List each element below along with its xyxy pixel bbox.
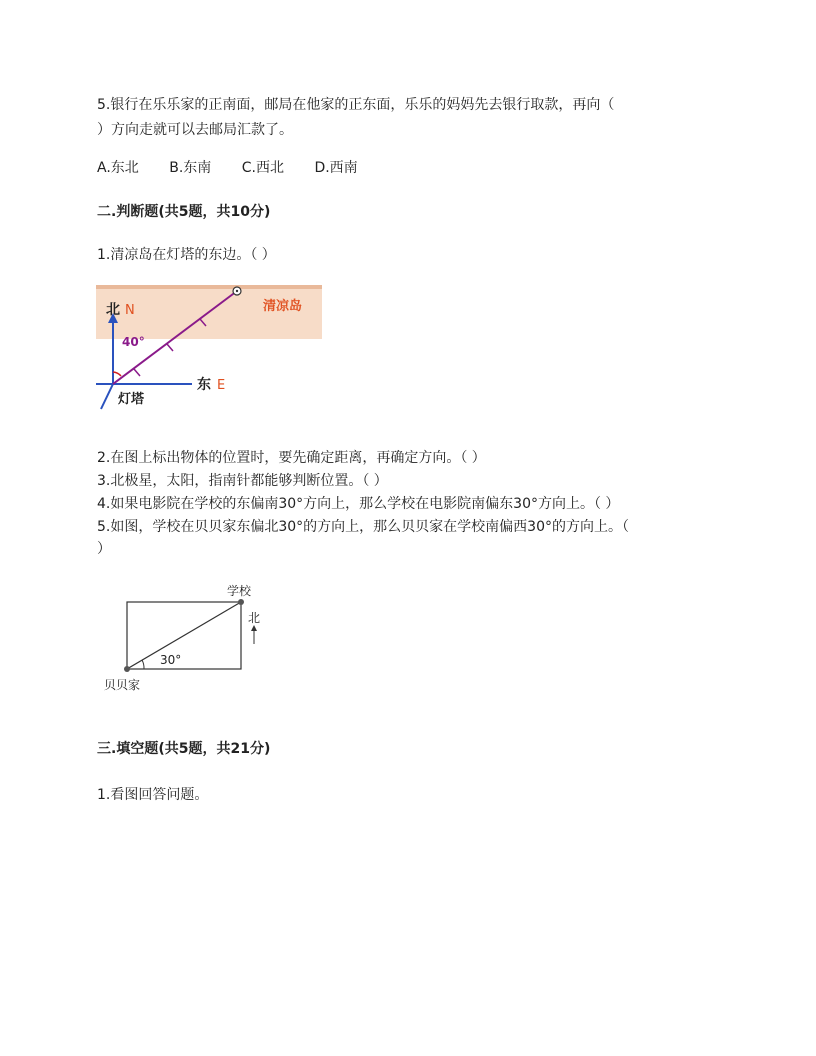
east-label: 东 xyxy=(197,377,211,393)
section-3-title: 三.填空题(共5题，共21分) xyxy=(97,741,271,757)
north-letter: N xyxy=(125,303,135,318)
school-figure xyxy=(100,578,280,698)
question-5-options xyxy=(97,158,384,178)
north-label: 北 xyxy=(248,611,261,625)
fill-question-1: 1.看图回答问题。 xyxy=(97,787,209,803)
judge-question-5-line-1: 5.如图，学校在贝贝家东偏北30°的方向上，那么贝贝家在学校南偏西30°的方向上。（ xyxy=(97,519,629,535)
question-5-line-2: ）方向走就可以去邮局汇款了。 xyxy=(97,122,293,138)
diagonal-line xyxy=(127,602,241,669)
school-point xyxy=(238,599,244,605)
question-5-line-1: 5.银行在乐乐家的正南面，邮局在他家的正东面，乐乐的妈妈先去银行取款，再向（ xyxy=(97,97,615,113)
judge-question-2: 2.在图上标出物体的位置时，要先确定距离，再确定方向。（ ） xyxy=(97,450,486,466)
judge-question-5-line-2: ） xyxy=(97,541,111,557)
island-label: 清凉岛 xyxy=(263,299,303,314)
option-a: A.东北 xyxy=(97,160,139,176)
option-c: C.西北 xyxy=(241,160,284,176)
judge-question-1: 1.清凉岛在灯塔的东边。（ ） xyxy=(97,247,276,263)
home-point xyxy=(124,666,130,672)
option-d: D.西南 xyxy=(314,160,358,176)
home-label: 贝贝家 xyxy=(104,678,141,692)
judge-question-4: 4.如果电影院在学校的东偏南30°方向上，那么学校在电影院南偏东30°方向上。（ ） xyxy=(97,496,620,512)
angle-label: 30° xyxy=(160,653,182,667)
north-label: 北 xyxy=(106,302,120,318)
lighthouse-figure xyxy=(96,283,326,413)
section-2-title: 二.判断题(共5题，共10分) xyxy=(97,204,271,220)
school-label: 学校 xyxy=(227,584,252,598)
judge-question-3: 3.北极星，太阳，指南针都能够判断位置。（ ） xyxy=(97,473,388,489)
lighthouse-label: 灯塔 xyxy=(118,392,145,407)
east-letter: E xyxy=(217,378,226,393)
option-b: B.东南 xyxy=(169,160,212,176)
angle-label: 40° xyxy=(122,335,145,349)
